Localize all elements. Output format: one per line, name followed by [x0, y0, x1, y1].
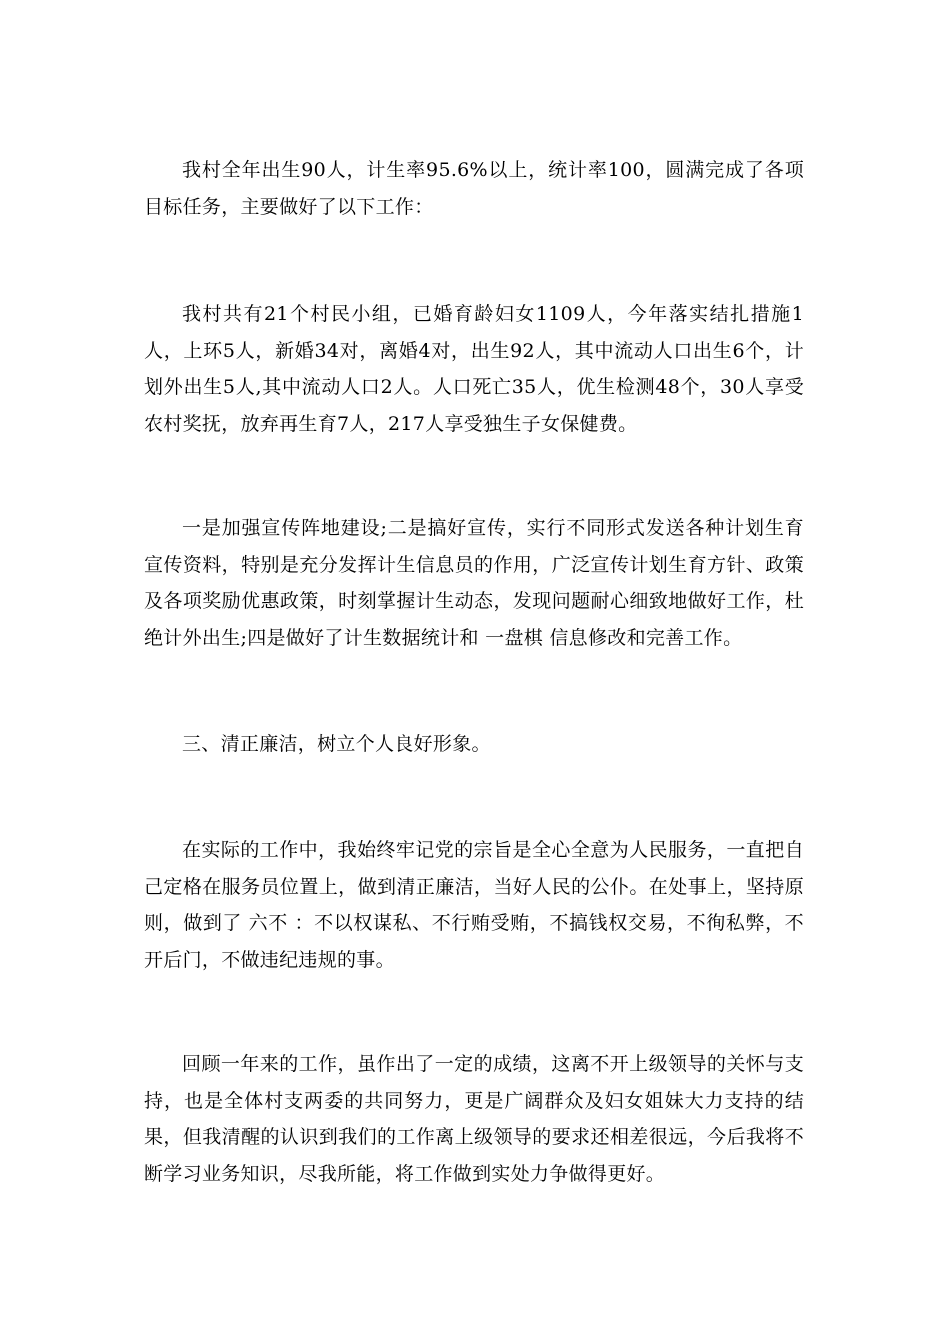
paragraph-village-statistics: 我村共有21个村民小组，已婚育龄妇女1109人，今年落实结扎措施1人，上环5人，新婚34对，离婚4对，出生92人，其中流动人口出生6个，计划外出生5人,其中流动人口2人。人口死亡35人，优生检测48个，30人享受农村奖抚，放弃再生育7人，217人享受独生子女保健费。 [144, 303, 804, 435]
paragraph-birth-summary: 我村全年出生90人，计生率95.6%以上，统计率100，圆满完成了各项目标任务，主要做好了以下工作： [144, 159, 804, 218]
paragraph-review-conclusion: 回顾一年来的工作，虽作出了一定的成绩，这离不开上级领导的关怀与支持，也是全体村支两委的共同努力，更是广阔群众及妇女姐妹大力支持的结果，但我清醒的认识到我们的工作离上级领导的要求还相差很远，今后我将不断学习业务知识，尽我所能，将工作做到实处力争做得更好。 [144, 1053, 804, 1185]
section-heading-integrity: 三、清正廉洁，树立个人良好形象。 [182, 733, 491, 755]
paragraph-integrity-conduct: 在实际的工作中，我始终牢记党的宗旨是全心全意为人民服务，一直把自己定格在服务员位置上，做到清正廉洁，当好人民的公仆。在处事上，坚持原则，做到了 六不 ：不以权谋私、不行贿受贿，不搞钱权交易，不徇私弊，不开后门，不做违纪违规的事。 [144, 839, 804, 971]
paragraph-publicity-work: 一是加强宣传阵地建设;二是搞好宣传，实行不同形式发送各种计划生育宣传资料，特别是充分发挥计生信息员的作用，广泛宣传计划生育方针、政策及各项奖励优惠政策，时刻掌握计生动态，发现问题耐心细致地做好工作，杜绝计外出生;四是做好了计生数据统计和 一盘棋 信息修改和完善工作。 [144, 517, 804, 649]
